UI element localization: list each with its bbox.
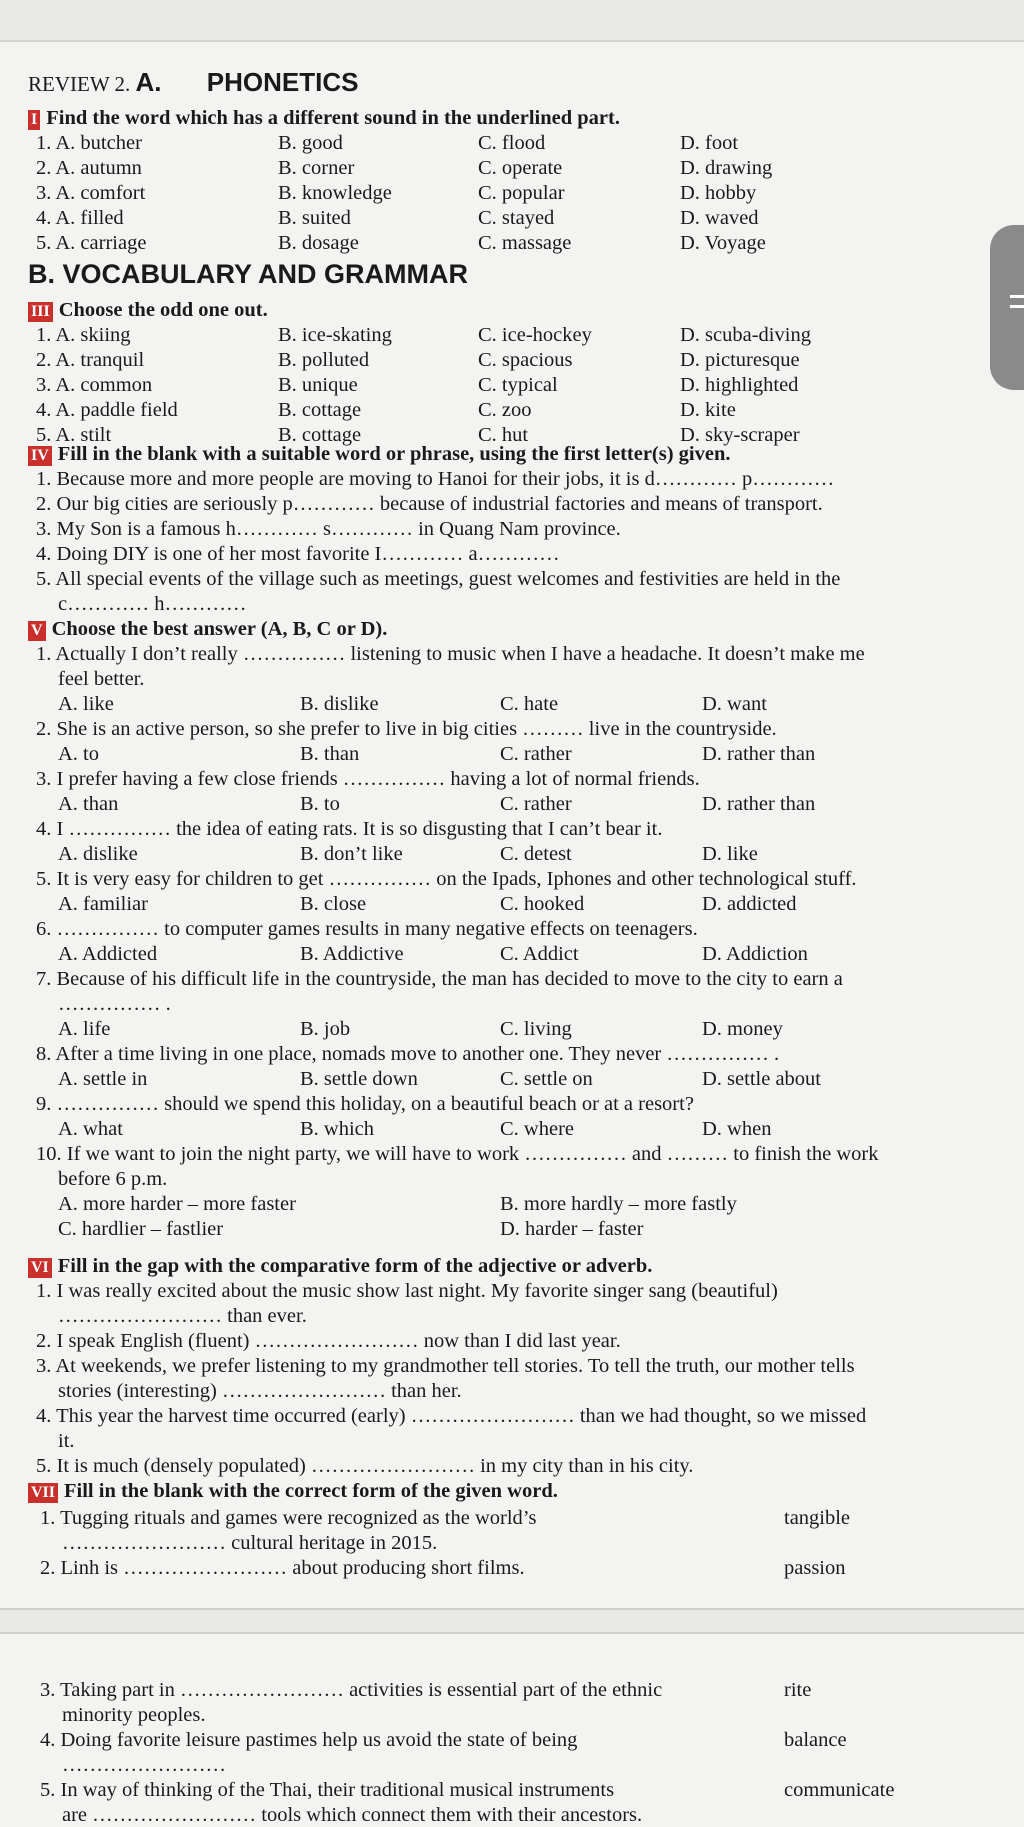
option-cell: C. hut [478, 424, 529, 446]
answer-option: A. like [58, 693, 114, 715]
part4-line: 3. My Son is a famous h………… s………… in Quang Nam province. [36, 518, 621, 540]
option-cell: 1. A. skiing [36, 324, 131, 346]
option-cell: D. waved [680, 207, 759, 229]
option-cell: D. sky-scraper [680, 424, 800, 446]
part7-line: 4. Doing favorite leisure pastimes help us avoid the state of being [40, 1729, 578, 1751]
part7-word: balance [784, 1729, 847, 1751]
option-cell: B. dosage [278, 232, 359, 254]
part7-line: are …………………… tools which connect them with their ancestors. [62, 1804, 643, 1826]
part7-heading: VII Fill in the blank with the correct form of the given word. [28, 1479, 558, 1503]
option-cell: B. unique [278, 374, 358, 396]
option-cell: D. highlighted [680, 374, 799, 396]
answer-option: B. dislike [300, 693, 379, 715]
question: 8. After a time living in one place, nomads move to another one. They never …………… . [36, 1043, 780, 1065]
answer-option: C. hardlier – fastlier [58, 1218, 224, 1240]
option-cell: 5. A. stilt [36, 424, 112, 446]
answer-option: A. dislike [58, 843, 138, 865]
part4-line: 2. Our big cities are seriously p………… because of industrial factories and means of transport. [36, 493, 823, 515]
section-b-title: B. VOCABULARY AND GRAMMAR [28, 259, 468, 289]
answer-option: C. rather [500, 793, 572, 815]
answer-option: A. Addicted [58, 943, 158, 965]
option-cell: C. spacious [478, 349, 573, 371]
part7-line: minority peoples. [62, 1704, 206, 1726]
answer-option: B. to [300, 793, 340, 815]
option-cell: 5. A. carriage [36, 232, 147, 254]
part7-line: …………………… cultural heritage in 2015. [62, 1532, 438, 1554]
question: 3. I prefer having a few close friends …………… having a lot of normal friends. [36, 768, 700, 790]
answer-option: A. familiar [58, 893, 148, 915]
answer-option: C. hate [500, 693, 559, 715]
option-cell: C. ice-hockey [478, 324, 592, 346]
answer-option: D. money [702, 1018, 783, 1040]
answer-option: D. like [702, 843, 758, 865]
question: 7. Because of his difficult life in the countryside, the man has decided to move to the city to earn a [36, 968, 843, 990]
page-break [0, 1608, 1024, 1634]
part3-heading: III Choose the odd one out. [28, 298, 268, 322]
side-scroll-handle[interactable] [990, 225, 1024, 390]
part4-line: c………… h………… [58, 593, 247, 615]
answer-option: B. Addictive [300, 943, 404, 965]
option-cell: 3. A. comfort [36, 182, 146, 204]
answer-option: A. settle in [58, 1068, 148, 1090]
answer-option: B. than [300, 743, 360, 765]
part4-line: 4. Doing DIY is one of her most favorite I………… a………… [36, 543, 560, 565]
question: feel better. [58, 668, 145, 690]
part7-word: rite [784, 1679, 812, 1701]
part7-word: tangible [784, 1507, 851, 1529]
option-cell: 3. A. common [36, 374, 153, 396]
answer-option: D. addicted [702, 893, 797, 915]
part6-line: …………………… than ever. [58, 1305, 307, 1327]
answer-option: C. hooked [500, 893, 585, 915]
part6-line: it. [58, 1430, 75, 1452]
answer-option: A. than [58, 793, 119, 815]
part5-heading: V Choose the best answer (A, B, C or D). [28, 617, 387, 641]
question: 5. It is very easy for children to get …………… on the Ipads, Iphones and other technological stuff. [36, 868, 857, 890]
option-cell: D. kite [680, 399, 736, 421]
answer-option: B. settle down [300, 1068, 418, 1090]
answer-option: C. rather [500, 743, 572, 765]
part1-heading: I Find the word which has a different sound in the underlined part. [28, 106, 620, 130]
answer-option: A. what [58, 1118, 123, 1140]
option-cell: D. drawing [680, 157, 773, 179]
answer-option: C. detest [500, 843, 572, 865]
option-cell: C. massage [478, 232, 572, 254]
review-heading: REVIEW 2. A. PHONETICS [28, 67, 359, 97]
answer-option: D. rather than [702, 793, 816, 815]
option-cell: B. polluted [278, 349, 370, 371]
answer-option: D. harder – faster [500, 1218, 644, 1240]
part7-word: passion [784, 1557, 846, 1579]
answer-option: D. rather than [702, 743, 816, 765]
option-cell: 2. A. tranquil [36, 349, 145, 371]
part7-line: 3. Taking part in …………………… activities is essential part of the ethnic [40, 1679, 663, 1701]
option-cell: D. Voyage [680, 232, 766, 254]
option-cell: C. zoo [478, 399, 532, 421]
question: 4. I …………… the idea of eating rats. It is so disgusting that I can’t bear it. [36, 818, 663, 840]
option-cell: 4. A. filled [36, 207, 124, 229]
part6-line: 3. At weekends, we prefer listening to my grandmother tell stories. To tell the truth, our mother tells [36, 1355, 855, 1377]
question: 9. …………… should we spend this holiday, on a beautiful beach or at a resort? [36, 1093, 694, 1115]
answer-option: A. to [58, 743, 99, 765]
part6-line: stories (interesting) …………………… than her. [58, 1380, 462, 1402]
part6-line: 2. I speak English (fluent) …………………… now than I did last year. [36, 1330, 621, 1352]
answer-option: D. Addiction [702, 943, 808, 965]
option-cell: C. typical [478, 374, 558, 396]
question: 1. Actually I don’t really …………… listening to music when I have a headache. It doesn’t make me [36, 643, 865, 665]
answer-option: B. which [300, 1118, 375, 1140]
part7-line: 1. Tugging rituals and games were recognized as the world’s [40, 1507, 537, 1529]
top-margin [0, 0, 1024, 42]
option-cell: D. scuba-diving [680, 324, 811, 346]
part4-line: 5. All special events of the village such as meetings, guest welcomes and festivities are held in the [36, 568, 841, 590]
option-cell: C. popular [478, 182, 565, 204]
answer-option: C. settle on [500, 1068, 593, 1090]
option-cell: 2. A. autumn [36, 157, 142, 179]
option-cell: B. good [278, 132, 343, 154]
option-cell: D. hobby [680, 182, 757, 204]
part4-heading: IV Fill in the blank with a suitable word or phrase, using the first letter(s) given. [28, 442, 731, 466]
part7-word: communicate [784, 1779, 895, 1801]
answer-option: B. more hardly – more fastly [500, 1193, 737, 1215]
option-cell: B. suited [278, 207, 351, 229]
option-cell: C. flood [478, 132, 546, 154]
answer-option: D. when [702, 1118, 772, 1140]
question: 6. …………… to computer games results in many negative effects on teenagers. [36, 918, 698, 940]
question: 10. If we want to join the night party, we will have to work …………… and ……… to finish the work [36, 1143, 879, 1165]
answer-option: D. settle about [702, 1068, 821, 1090]
part4-line: 1. Because more and more people are moving to Hanoi for their jobs, it is d………… p………… [36, 468, 835, 490]
answer-option: A. more harder – more faster [58, 1193, 296, 1215]
part7-line: 5. In way of thinking of the Thai, their traditional musical instruments [40, 1779, 615, 1801]
part6-line: 1. I was really excited about the music show last night. My favorite singer sang (beautiful) [36, 1280, 778, 1302]
option-cell: D. picturesque [680, 349, 800, 371]
answer-option: B. don’t like [300, 843, 403, 865]
option-cell: B. cottage [278, 424, 362, 446]
option-cell: C. operate [478, 157, 563, 179]
part6-heading: VI Fill in the gap with the comparative form of the adjective or adverb. [28, 1254, 652, 1278]
answer-option: C. Addict [500, 943, 579, 965]
answer-option: C. living [500, 1018, 572, 1040]
option-cell: B. corner [278, 157, 355, 179]
part7-line: 2. Linh is …………………… about producing short films. [40, 1557, 525, 1579]
answer-option: A. life [58, 1018, 111, 1040]
part6-line: 4. This year the harvest time occurred (early) …………………… than we had thought, so we missed [36, 1405, 867, 1427]
part7-line: …………………… [62, 1754, 226, 1776]
answer-option: C. where [500, 1118, 575, 1140]
option-cell: B. ice-skating [278, 324, 392, 346]
option-cell: B. cottage [278, 399, 362, 421]
option-cell: B. knowledge [278, 182, 392, 204]
question: before 6 p.m. [58, 1168, 168, 1190]
option-cell: 4. A. paddle field [36, 399, 178, 421]
answer-option: B. close [300, 893, 367, 915]
option-cell: D. foot [680, 132, 739, 154]
part6-line: 5. It is much (densely populated) …………………… in my city than in his city. [36, 1455, 694, 1477]
option-cell: C. stayed [478, 207, 555, 229]
question: …………… . [58, 993, 171, 1015]
answer-option: D. want [702, 693, 767, 715]
option-cell: 1. A. butcher [36, 132, 142, 154]
question: 2. She is an active person, so she prefer to live in big cities ……… live in the countryside. [36, 718, 777, 740]
answer-option: B. job [300, 1018, 351, 1040]
